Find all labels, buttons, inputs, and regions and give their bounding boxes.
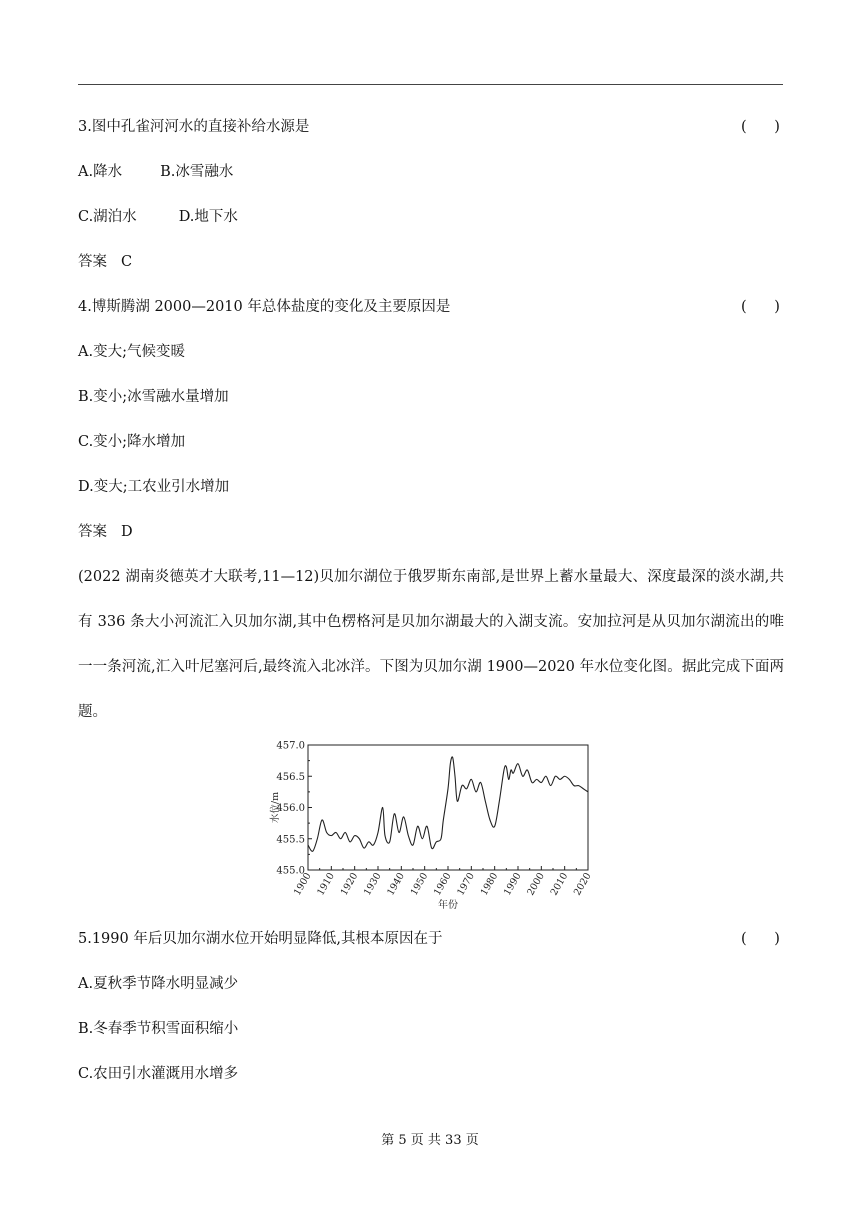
x-tick-label: 1950 (408, 871, 431, 898)
q4-option-a: A.变大;气候变暖 (78, 344, 185, 360)
x-tick-label: 1920 (338, 871, 361, 898)
x-tick-label: 1990 (501, 871, 524, 898)
chart-axes (308, 745, 588, 870)
x-tick-label: 2020 (571, 871, 594, 898)
q3-question: 3.图中孔雀河河水的直接补给水源是 (78, 119, 310, 135)
y-tick-label: 456.5 (276, 771, 305, 783)
y-tick-label: 456.0 (276, 803, 305, 814)
q5-question: 5.1990 年后贝加尔湖水位开始明显降低,其根本原因在于 (78, 931, 443, 947)
q4-answer-label: 答案 (78, 524, 107, 540)
q5-option-b: B.冬春季节积雪面积缩小 (78, 1021, 239, 1037)
x-tick-label: 1960 (431, 871, 454, 898)
q3-options-row-1 (78, 162, 233, 182)
passage-text: (2022 湖南炎德英才大联考,11—12)贝加尔湖位于俄罗斯东南部,是世界上蓄水量最大、深度最深的淡水湖,共有 336 条大小河流汇入贝加尔湖,其中色楞格河是贝加尔湖最大的入湖支流。安加拉河是从贝加尔湖流出的唯一一条河流,汇入叶尼塞河后,最终流入北冰洋。下图为贝加尔湖 1900—2020 年水位变化图。据此完成下面两题。 (78, 569, 784, 720)
x-tick-label: 1980 (478, 871, 501, 898)
q3-answer-value: C (121, 254, 133, 270)
q3-answer (78, 252, 132, 272)
x-tick-label: 1930 (361, 871, 384, 898)
chart-series (308, 757, 588, 852)
q4-answer-blank: ( ) (741, 299, 780, 315)
series-line-water-level (308, 757, 588, 852)
x-tick-label: 2010 (548, 871, 571, 898)
q3-options-row-2 (78, 207, 238, 227)
x-tick-label: 2000 (525, 871, 547, 898)
water-level-chart (268, 735, 598, 915)
y-axis-label: 水位/m (270, 791, 281, 824)
x-tick-label: 1940 (385, 871, 407, 898)
y-tick-label: 455.0 (276, 865, 305, 877)
q4-question: 4.博斯腾湖 2000—2010 年总体盐度的变化及主要原因是 (78, 299, 451, 315)
q5-option-a: A.夏秋季节降水明显减少 (78, 976, 239, 992)
q3-option-d: D.地下水 (178, 209, 238, 225)
q5-answer-blank: ( ) (741, 931, 780, 947)
q4-answer-value: D (121, 524, 133, 540)
q3-option-a: A.降水 (78, 164, 123, 180)
plot-frame (308, 745, 588, 870)
q3-option-c: C.湖泊水 (78, 209, 137, 225)
y-tick-label: 455.5 (276, 834, 305, 846)
q4-option-c: C.变小;降水增加 (78, 434, 186, 450)
x-tick-label: 1900 (291, 871, 314, 898)
header-rule (78, 84, 783, 85)
chart-labels (269, 741, 594, 912)
q4-option-d: D.变大;工农业引水增加 (78, 479, 230, 495)
q3-option-b: B.冰雪融水 (160, 164, 234, 180)
y-tick-label: 457.0 (276, 740, 305, 752)
x-axis-label: 年份 (438, 900, 458, 911)
q3-answer-blank: ( ) (741, 119, 780, 135)
x-tick-label: 1970 (455, 871, 477, 898)
q4-option-b: B.变小;冰雪融水量增加 (78, 389, 229, 405)
q5-option-c: C.农田引水灌溉用水增多 (78, 1066, 239, 1082)
x-tick-label: 1910 (315, 871, 337, 898)
q4-answer (78, 522, 133, 542)
q3-answer-label: 答案 (78, 254, 107, 270)
page-footer: 第 5 页 共 33 页 (381, 1133, 479, 1148)
